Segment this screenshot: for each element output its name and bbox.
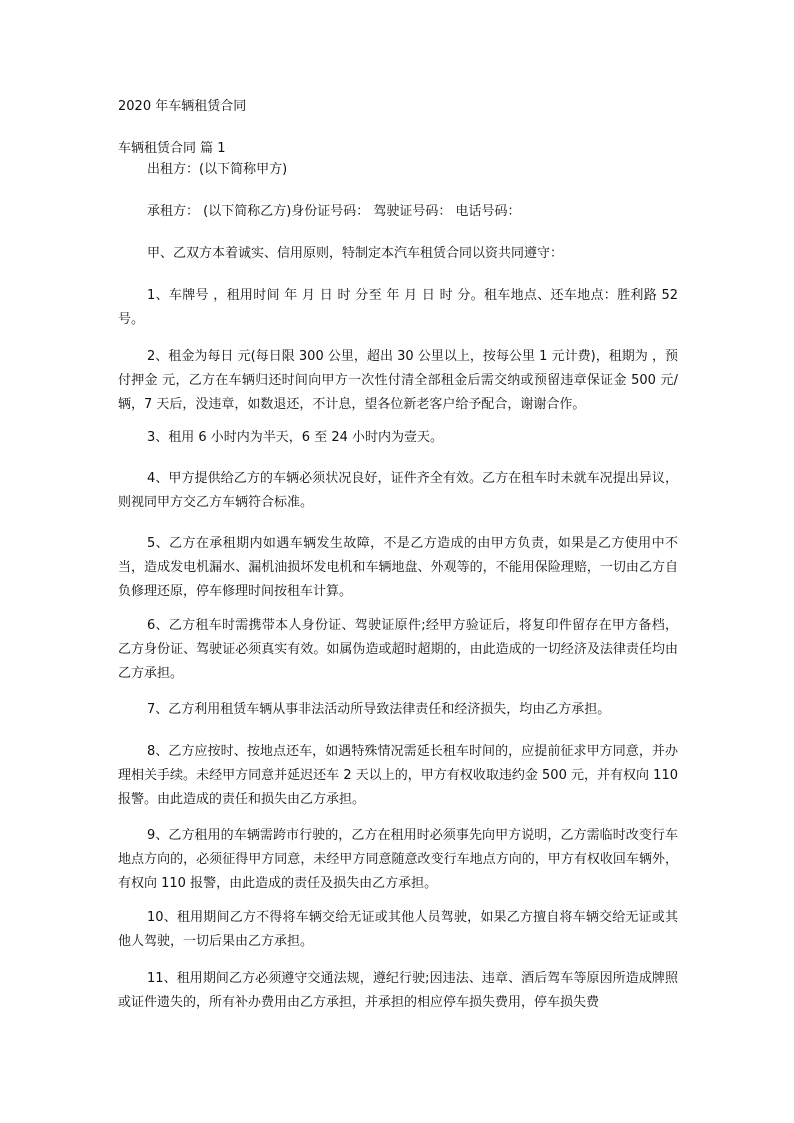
clause-7: 7、乙方利用租赁车辆从事非法活动所导致法律责任和经济损失，均由乙方承担。: [147, 702, 611, 717]
intro-paragraph: 甲、乙双方本着诚实、信用原则，特制定本汽车租赁合同以资共同遵守：: [147, 246, 564, 261]
document-title: 2020 年车辆租赁合同: [118, 99, 247, 114]
clause-4: 4、甲方提供给乙方的车辆必须状况良好，证件齐全有效。乙方在租车时未就车况提出异议，则视同甲方交乙方车辆符合标准。: [118, 471, 678, 510]
clause-11: 11、租用期间乙方必须遵守交通法规，遵纪行驶;因违法、违章、酒后驾车等原因所造成牌照或证件遗失的，所有补办费用由乙方承担，并承担的相应停车损失费用，停车损失费: [118, 971, 678, 1010]
clause-6: 6、乙方租车时需携带本人身份证、驾驶证原件;经甲方验证后，将复印件留存在甲方备档，乙方身份证、驾驶证必须真实有效。如属伪造或超时超期的，由此造成的一切经济及法律责任均由乙方承担。: [118, 618, 678, 681]
lessor-line: 出租方：(以下简称甲方): [147, 162, 288, 177]
clause-10: 10、租用期间乙方不得将车辆交给无证或其他人员驾驶，如果乙方擅自将车辆交给无证或其他人驾驶，一切后果由乙方承担。: [118, 910, 678, 949]
clause-3: 3、租用 6 小时内为半天，6 至 24 小时内为壹天。: [147, 430, 444, 445]
clause-1: 1、车牌号 ，租用时间 年 月 日 时 分至 年 月 日 时 分。租车地点、还车地点：胜利路 52 号。: [118, 288, 678, 327]
clause-8: 8、乙方应按时、按地点还车，如遇特殊情况需延长租车时间的，应提前征求甲方同意，并办理相关手续。未经甲方同意并延迟还车 2 天以上的，甲方有权收取违约金 500 元，并有权向 110 报警。由此造成的责任和损失由乙方承担。: [118, 744, 678, 807]
clause-2: 2、租金为每日 元(每日限 300 公里，超出 30 公里以上，按每公里 1 元计费)，租期为 ，预付押金 元，乙方在车辆归还时间向甲方一次性付清全部租金后需交纳或预留违章保证金 500 元/辆，7 天后，没违章，如数退还，不计息，望各位新老客户给予配合，谢谢合作。: [118, 349, 678, 412]
clause-5: 5、乙方在承租期内如遇车辆发生故障，不是乙方造成的由甲方负责，如果是乙方使用中不当，造成发电机漏水、漏机油损坏发电机和车辆地盘、外观等的，不能用保险理赔，一切由乙方自负修理还原，停车修理时间按租车计算。: [118, 536, 678, 599]
lessee-line: 承租方： (以下简称乙方)身份证号码： 驾驶证号码： 电话号码：: [147, 204, 521, 219]
section-title: 车辆租赁合同 篇 1: [118, 141, 226, 156]
clause-9: 9、乙方租用的车辆需跨市行驶的，乙方在租用时必须事先向甲方说明，乙方需临时改变行车地点方向的，必须征得甲方同意，未经甲方同意随意改变行车地点方向的，甲方有权收回车辆外，有权向 110 报警，由此造成的责任及损失由乙方承担。: [118, 828, 678, 891]
